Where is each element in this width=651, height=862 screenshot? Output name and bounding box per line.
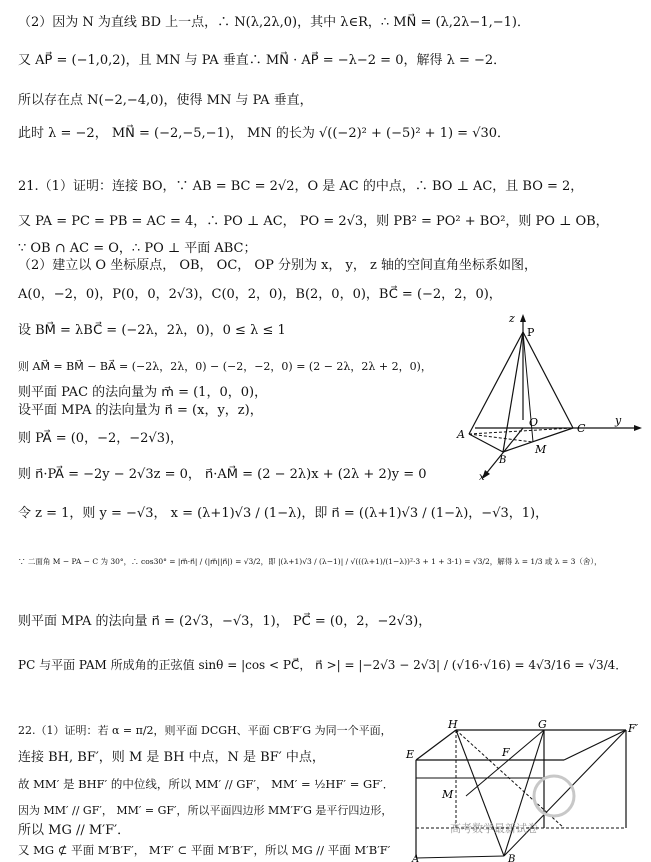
fig2-label-E: E [406, 748, 415, 761]
solution-line: 故 MM′ 是 BHF′ 的中位线，所以 MM′ // GF′， MM′ = ½HF′ = GF′． [18, 777, 395, 791]
fig2-label-F: F [502, 746, 510, 759]
solution-line: 21.（1）证明：连接 BO，∵ AB = BC = 2√2，O 是 AC 的中点，∴ BO ⊥ AC，且 BO = 2， [18, 179, 584, 194]
fig1-label-O: O [529, 416, 539, 429]
fig1-label-y: y [615, 414, 622, 427]
fig2-label-G: G [538, 718, 547, 731]
fig1-label-z: z [509, 312, 515, 325]
solution-line: 又 AP⃗ = (−1,0,2)，且 MN 与 PA 垂直∴ MN⃗ · AP⃗ = −λ−2 = 0，解得 λ = −2． [18, 53, 507, 68]
solution-line: 则平面 MPA 的法向量 n⃗ = (2√3，−√3，1)， PC⃗ = (0，2，−2√3)， [18, 614, 432, 629]
solution-line: （2）因为 N 为直线 BD 上一点，∴ N(λ,2λ,0)，其中 λ∈R，∴ MN⃗ = (λ,2λ−1,−1)． [18, 15, 530, 30]
fig1-label-C: C [577, 422, 586, 435]
fig2-label-H: H [448, 718, 458, 731]
fig1-label-x: x [479, 472, 485, 483]
fig2-label-B: B [508, 854, 516, 862]
fig1-label-A: A [457, 428, 465, 441]
solution-line: 此时 λ = −2， MN⃗ = (−2,−5,−1)， MN 的长为 √((−2)² + (−5)² + 1) = √30． [18, 126, 511, 141]
fig2-label-M: M [442, 788, 454, 801]
solution-line: （2）建立以 O 坐标原点， OB， OC， OP 分别为 x， y， z 轴的空间直角坐标系如图， [18, 258, 537, 273]
box-figure [404, 716, 649, 862]
solution-line: A(0，−2，0)，P(0，0，2√3)，C(0，2，0)，B(2，0，0)，BC⃗ = (−2，2，0)， [18, 287, 502, 302]
solution-line: ∵ OB ∩ AC = O，∴ PO ⊥ 平面 ABC； [18, 241, 257, 256]
solution-line: 所以 MG // M′F′． [18, 823, 131, 838]
solution-line: 令 z = 1，则 y = −√3， x = (λ+1)√3 / (1−λ)，即 n⃗ = ((λ+1)√3 / (1−λ)，−√3，1)， [18, 506, 549, 521]
solution-line: 因为 MM′ // GF′， MM′ = GF′，所以平面四边形 MM′F′G 是平行四边形， [18, 804, 393, 817]
fig2-label-A: A [412, 854, 420, 862]
solution-line: 22.（1）证明：若 α = π/2，则平面 DCGH、平面 CB′F′G 为同一个平面， [18, 724, 392, 737]
watermark-seal [534, 776, 574, 816]
solution-line: 则平面 PAC 的法向量为 m⃗ = (1，0，0)， [18, 385, 268, 400]
solution-line: 又 PA = PC = PB = AC = 4，∴ PO ⊥ AC， PO = 2√3，则 PB² = PO² + BO²，则 PO ⊥ OB， [18, 214, 609, 229]
fig1-label-M: M [535, 443, 547, 456]
solution-line: 又 MG ⊄ 平面 M′B′F′， M′F′ ⊂ 平面 M′B′F′，所以 MG // 平面 M′B′F′ [18, 843, 391, 857]
solution-line: 则 AM⃗ = BM⃗ − BA⃗ = (−2λ，2λ，0) − (−2，−2，0) = (2 − 2λ，2λ + 2，0)， [18, 360, 432, 373]
watermark-text: 高考数学最新试卷 [450, 822, 538, 835]
solution-line: 则 n⃗·PA⃗ = −2y − 2√3z = 0， n⃗·AM⃗ = (2 − 2λ)x + (2λ + 2)y = 0 [18, 467, 427, 482]
fig2-label-F1: F′ [628, 722, 639, 735]
solution-line: 连接 BH, BF′，则 M 是 BH 中点，N 是 BF′ 中点， [18, 750, 325, 765]
tetrahedron-figure [455, 310, 645, 490]
solution-line: ∵ 二面角 M − PA − C 为 30°，∴ cos30° = |m⃗·n⃗| / (|m⃗||n⃗|) = √3/2，即 |(λ+1)√3 / (λ−1)| / √(((λ+1)/(1−λ))²·3 + 1 + 3·1) = √3/2，解得 λ = 1/3 或 λ = 3（舍）， [18, 557, 602, 566]
solution-line: 设平面 MPA 的法向量为 n⃗ = (x，y，z)， [18, 403, 263, 418]
solution-line: PC 与平面 PAM 所成角的正弦值 sinθ = |cos < PC⃗， n⃗ >| = |−2√3 − 2√3| / (√16·√16) = 4√3/16 = √3/4． [18, 658, 628, 672]
solution-line: 则 PA⃗ = (0，−2，−2√3)， [18, 431, 184, 446]
fig1-label-B: B [499, 455, 507, 466]
solution-line: 设 BM⃗ = λBC⃗ = (−2λ，2λ，0)，0 ≤ λ ≤ 1 [18, 323, 286, 338]
fig1-label-P: P [527, 326, 535, 339]
solution-line: 所以存在点 N(−2,−4,0)，使得 MN 与 PA 垂直， [18, 93, 313, 108]
